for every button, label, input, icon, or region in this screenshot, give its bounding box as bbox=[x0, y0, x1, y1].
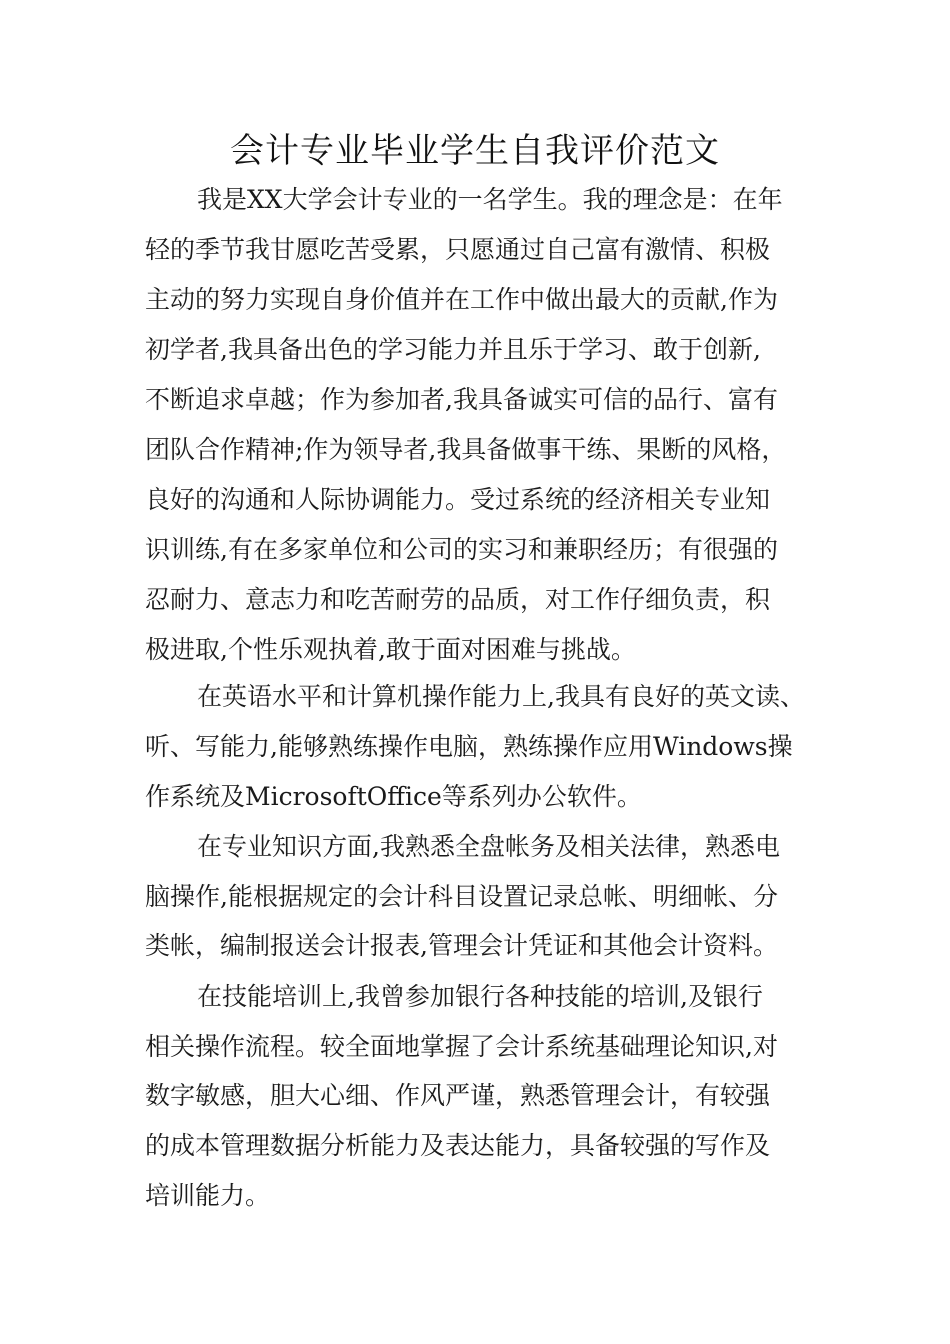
paragraph-1-line-7: 良好的沟通和人际协调能力。受过系统的经济相关专业知 bbox=[145, 485, 771, 514]
paragraph-1-line-9: 忍耐力、意志力和吃苦耐劳的品质，对工作仔细负责，积 bbox=[145, 585, 771, 614]
paragraph-1-line-2: 轻的季节我甘愿吃苦受累，只愿通过自己富有激情、积极 bbox=[145, 235, 771, 264]
paragraph-3-line-1: 在专业知识方面,我熟悉全盘帐务及相关法律，熟悉电 bbox=[197, 832, 780, 861]
paragraph-3-line-2: 脑操作,能根据规定的会计科目设置记录总帐、明细帐、分 bbox=[145, 882, 778, 911]
paragraph-2-line-2: 听、写能力,能够熟练操作电脑，熟练操作应用Windows操 bbox=[145, 732, 793, 761]
paragraph-4-line-5: 培训能力。 bbox=[145, 1181, 271, 1210]
paragraph-4-line-4: 的成本管理数据分析能力及表达能力，具备较强的写作及 bbox=[145, 1131, 771, 1160]
document-title: 会计专业毕业学生自我评价范文 bbox=[230, 131, 720, 171]
paragraph-4-line-1: 在技能培训上,我曾参加银行各种技能的培训,及银行 bbox=[197, 982, 763, 1011]
paragraph-2-line-3: 作系统及MicrosoftOffice等系列办公软件。 bbox=[145, 782, 642, 811]
paragraph-1-line-1: 我是XX大学会计专业的一名学生。我的理念是：在年 bbox=[197, 185, 783, 214]
paragraph-1-line-6: 团队合作精神;作为领导者,我具备做事干练、果断的风格， bbox=[145, 435, 787, 464]
paragraph-2-line-1: 在英语水平和计算机操作能力上,我具有良好的英文读、 bbox=[197, 682, 805, 711]
paragraph-1-line-5: 不断追求卓越；作为参加者,我具备诚实可信的品行、富有 bbox=[145, 385, 778, 414]
paragraph-4-line-2: 相关操作流程。较全面地掌握了会计系统基础理论知识,对 bbox=[145, 1032, 778, 1061]
paragraph-1-line-8: 识训练,有在多家单位和公司的实习和兼职经历；有很强的 bbox=[145, 535, 778, 564]
paragraph-1-line-10: 极进取,个性乐观执着,敢于面对困难与挑战。 bbox=[145, 635, 636, 664]
paragraph-1-line-4: 初学者,我具备出色的学习能力并且乐于学习、敢于创新, bbox=[145, 335, 761, 364]
paragraph-1-line-3: 主动的努力实现自身价值并在工作中做出最大的贡献,作为 bbox=[145, 285, 778, 314]
paragraph-4-line-3: 数字敏感，胆大心细、作风严谨，熟悉管理会计，有较强 bbox=[145, 1081, 771, 1110]
paragraph-3-line-3: 类帐，编制报送会计报表,管理会计凭证和其他会计资料。 bbox=[145, 931, 778, 960]
